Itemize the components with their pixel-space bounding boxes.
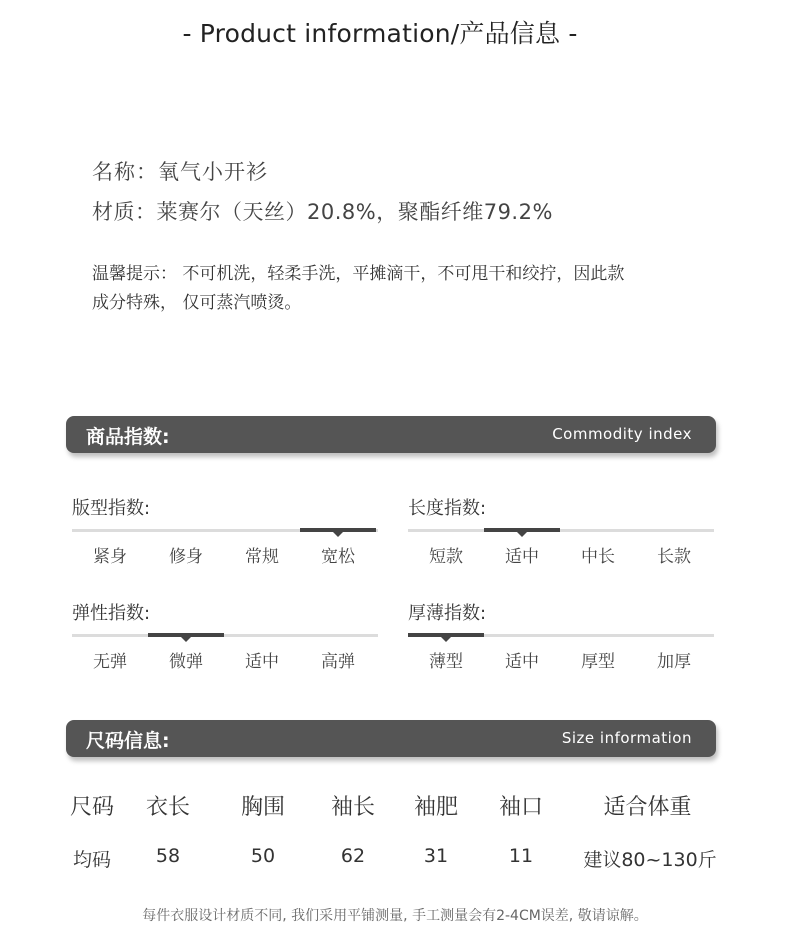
size-value-cell: 均码: [72, 849, 111, 871]
care-tip: [92, 260, 692, 318]
size-value-cell: 31: [423, 845, 449, 867]
product-name: 名称：氧气小开衫: [92, 160, 268, 184]
index-option: 中长: [581, 547, 615, 567]
index-group-title: 厚薄指数:: [408, 603, 487, 624]
size-value-cell: 50: [250, 845, 276, 867]
size-value-cell: 62: [340, 845, 366, 867]
size-header-cell: 袖长: [330, 795, 375, 820]
size-info-banner: [66, 720, 716, 757]
index-group-elasticity: [72, 599, 378, 671]
index-option: 加厚: [657, 652, 691, 672]
size-header-cell: 适合体重: [603, 795, 692, 820]
index-option: 无弹: [93, 652, 127, 672]
index-group-length: [408, 494, 714, 566]
commodity-index-banner: [66, 416, 716, 453]
size-header-cell: 尺码: [69, 795, 114, 820]
product-material: 材质：莱赛尔（天丝）20.8%，聚酯纤维79.2%: [92, 200, 553, 224]
size-value-cell: 建议80~130斤: [583, 849, 717, 871]
care-tip-line-1: 温馨提示： 不可机洗，轻柔手洗，平摊滴干，不可甩干和绞拧，因此款: [92, 264, 625, 284]
measurement-note: 每件衣服设计材质不同, 我们采用平铺测量, 手工测量会有2-4CM误差, 敬请谅解。: [142, 908, 648, 924]
index-option: 适中: [505, 547, 539, 567]
size-info-title: 尺码信息:: [86, 730, 170, 752]
size-value-cell: 58: [155, 845, 181, 867]
index-scale-track: [408, 634, 714, 637]
index-scale-caret: [441, 637, 451, 642]
size-info-title-en: Size information: [561, 729, 692, 747]
page-title: - Product information/产品信息 -: [182, 19, 578, 48]
index-option: 短款: [429, 547, 463, 567]
size-header-cell: 袖肥: [413, 795, 458, 820]
index-group-title: 长度指数:: [408, 498, 487, 519]
index-scale-track: [72, 634, 378, 637]
index-group-fit: [72, 494, 378, 566]
index-option: 紧身: [93, 547, 127, 567]
commodity-index-title: 商品指数:: [86, 426, 170, 448]
commodity-index-title-en: Commodity index: [552, 425, 692, 443]
index-option: 宽松: [321, 547, 355, 567]
size-header-cell: 胸围: [240, 795, 285, 820]
size-header-cell: 衣长: [145, 795, 190, 820]
index-option: 适中: [505, 652, 539, 672]
index-option: 长款: [657, 547, 691, 567]
index-scale-track: [72, 529, 378, 532]
size-value-cell: 11: [508, 845, 534, 867]
index-group-title: 弹性指数:: [72, 603, 151, 624]
size-header-cell: 袖口: [498, 795, 543, 820]
index-option: 微弹: [169, 652, 203, 672]
care-tip-line-2: 成分特殊， 仅可蒸汽喷烫。: [92, 293, 302, 313]
index-scale-caret: [333, 532, 343, 537]
index-option: 厚型: [581, 652, 615, 672]
index-scale-caret: [181, 637, 191, 642]
index-scale-caret: [517, 532, 527, 537]
index-group-thickness: [408, 599, 714, 671]
index-scale-track: [408, 529, 714, 532]
index-option: 高弹: [321, 652, 355, 672]
index-option: 适中: [245, 652, 279, 672]
index-group-title: 版型指数:: [72, 498, 151, 519]
index-option: 薄型: [429, 652, 463, 672]
index-option: 常规: [245, 547, 279, 567]
index-option: 修身: [169, 547, 203, 567]
